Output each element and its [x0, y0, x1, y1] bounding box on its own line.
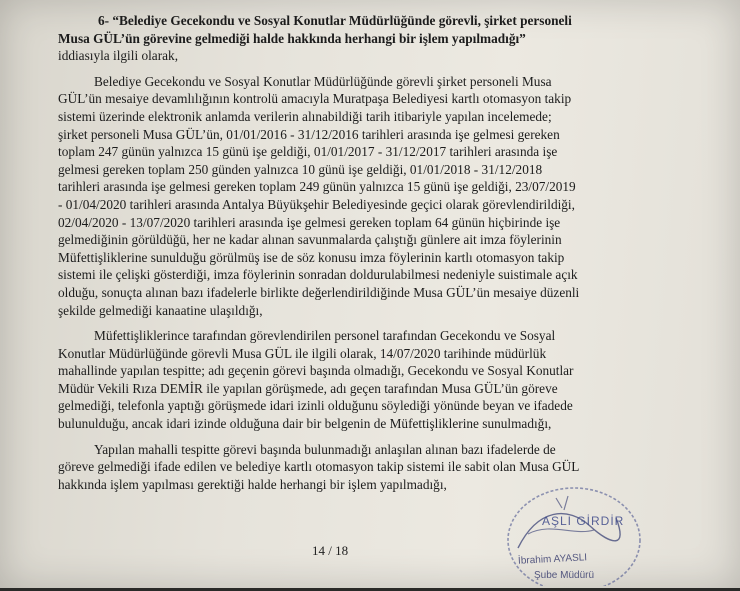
stamp-name: AŞLI GİRDİR — [542, 514, 625, 528]
paragraph-2 — [58, 327, 658, 433]
para-line: Belediye Gecekondu ve Sosyal Konutlar Müdürlüğünde görevli şirket personeli Musa — [94, 73, 552, 89]
para-line: olduğu, sonuçta alınan bazı ifadelerle birlikte değerlendirildiğinde Musa GÜL’ün mesaiye düzenli — [58, 284, 580, 300]
para-line: şekilde gelmediği kanaatine ulaşıldığı, — [58, 302, 263, 318]
para-line: 02/04/2020 - 13/07/2020 tarihleri arasında işe gelmesi gereken toplam 64 günün hiçbirinde işe — [58, 214, 561, 230]
official-stamp — [498, 478, 650, 586]
para-line: Müdür Vekili Rıza DEMİR ile yapılan görüşmede, adı geçen tarafından Musa GÜL’ün göreve — [58, 380, 558, 396]
heading-line: Musa GÜL’ün görevine gelmediği halde hakkında herhangi bir işlem yapılmadığı” — [58, 30, 526, 46]
para-line: sistemi üzerinde elektronik anlamda verilerin alınabildiği tarih itibariyle yapılan incelemede; — [58, 108, 552, 124]
para-line: - 01/04/2020 tarihleri arasında Antalya Büyükşehir Belediyesinde geçici olarak görevlendirildiği, — [58, 196, 575, 212]
para-line: hakkında işlem yapılması gerektiği halde herhangi bir işlem yapılmadığı, — [58, 476, 447, 492]
para-line: şirket personeli Musa GÜL’ün, 01/01/2016 - 31/12/2016 tarihleri arasında işe gelmesi gereken — [58, 126, 560, 142]
para-line: toplam 247 günün yalnızca 15 günü işe geldiği, 01/01/2017 - 31/12/2017 tarihleri arasında işe — [58, 144, 558, 160]
stamp-person: İbrahim AYASLI — [517, 552, 588, 567]
item-heading — [58, 12, 658, 47]
heading-line: 6- “Belediye Gecekondu ve Sosyal Konutlar Müdürlüğünde görevli, şirket personeli — [98, 13, 572, 28]
para-line: sistemi ile çelişki gösterdiği, imza föylerinin sonradan doldurulabilmesi nedeniyle suistimale açık — [58, 267, 578, 283]
heading-tail: iddiasıyla ilgili olarak, — [58, 48, 179, 64]
para-line: Yapılan mahalli tespitte görevi başında bulunmadığı anlaşılan alınan bazı ifadelerde de — [94, 441, 556, 457]
para-line: gelmesi gereken toplam 250 günden yalnızca 10 günü işe geldiği, 01/01/2018 - 31/12/2018 — [58, 161, 543, 177]
paragraph-1 — [58, 73, 658, 319]
page-number: 14 / 18 — [312, 543, 349, 558]
document-body — [58, 12, 658, 493]
stamp-office: Şube Müdürü — [534, 570, 595, 581]
para-line: Müfettişliklerine sunulduğu görülmüş ise de söz konusu imza föylerinin kartlı otomasyon takip — [58, 249, 565, 265]
para-line: mahallinde yapılan tespitte; adı geçenin görevi başında olmadığı, Gecekondu ve Sosyal Konutlar — [58, 363, 574, 379]
para-line: Müfettişliklerince tarafından görevlendirilen personel tarafından Gecekondu ve Sosyal — [94, 328, 556, 344]
para-line: göreve gelmediği ifade edilen ve belediye kartlı otomasyon takip sistemi ile sabit olan Musa GÜL — [58, 459, 580, 475]
para-line: gelmediği, telefonla yaptığı görüşmede idari izinli olduğunu söylediği yönünde beyan ve ifadede — [58, 398, 573, 414]
para-line: bulunulduğu, ancak idari izinde olduğuna dair bir belgenin de Müfettişliklerine sunulmadığı, — [58, 416, 552, 432]
para-line: tarihleri arasında işe gelmesi gereken toplam 249 günün yalnızca 15 günü işe geldiği, 23/07/2019 — [58, 179, 576, 195]
para-line: GÜL’ün mesaiye devamlılığının kontrolü amacıyla Muratpaşa Belediyesi kartlı otomasyon takip — [58, 91, 572, 107]
para-line: Konutlar Müdürlüğünde görevli Musa GÜL ile ilgili olarak, 14/07/2020 tarihinde müdürlük — [58, 345, 547, 361]
para-line: gelmediğinin görüldüğü, her ne kadar alınan savunmalarda çalıştığı günlere ait imza föylerinin — [58, 232, 562, 248]
